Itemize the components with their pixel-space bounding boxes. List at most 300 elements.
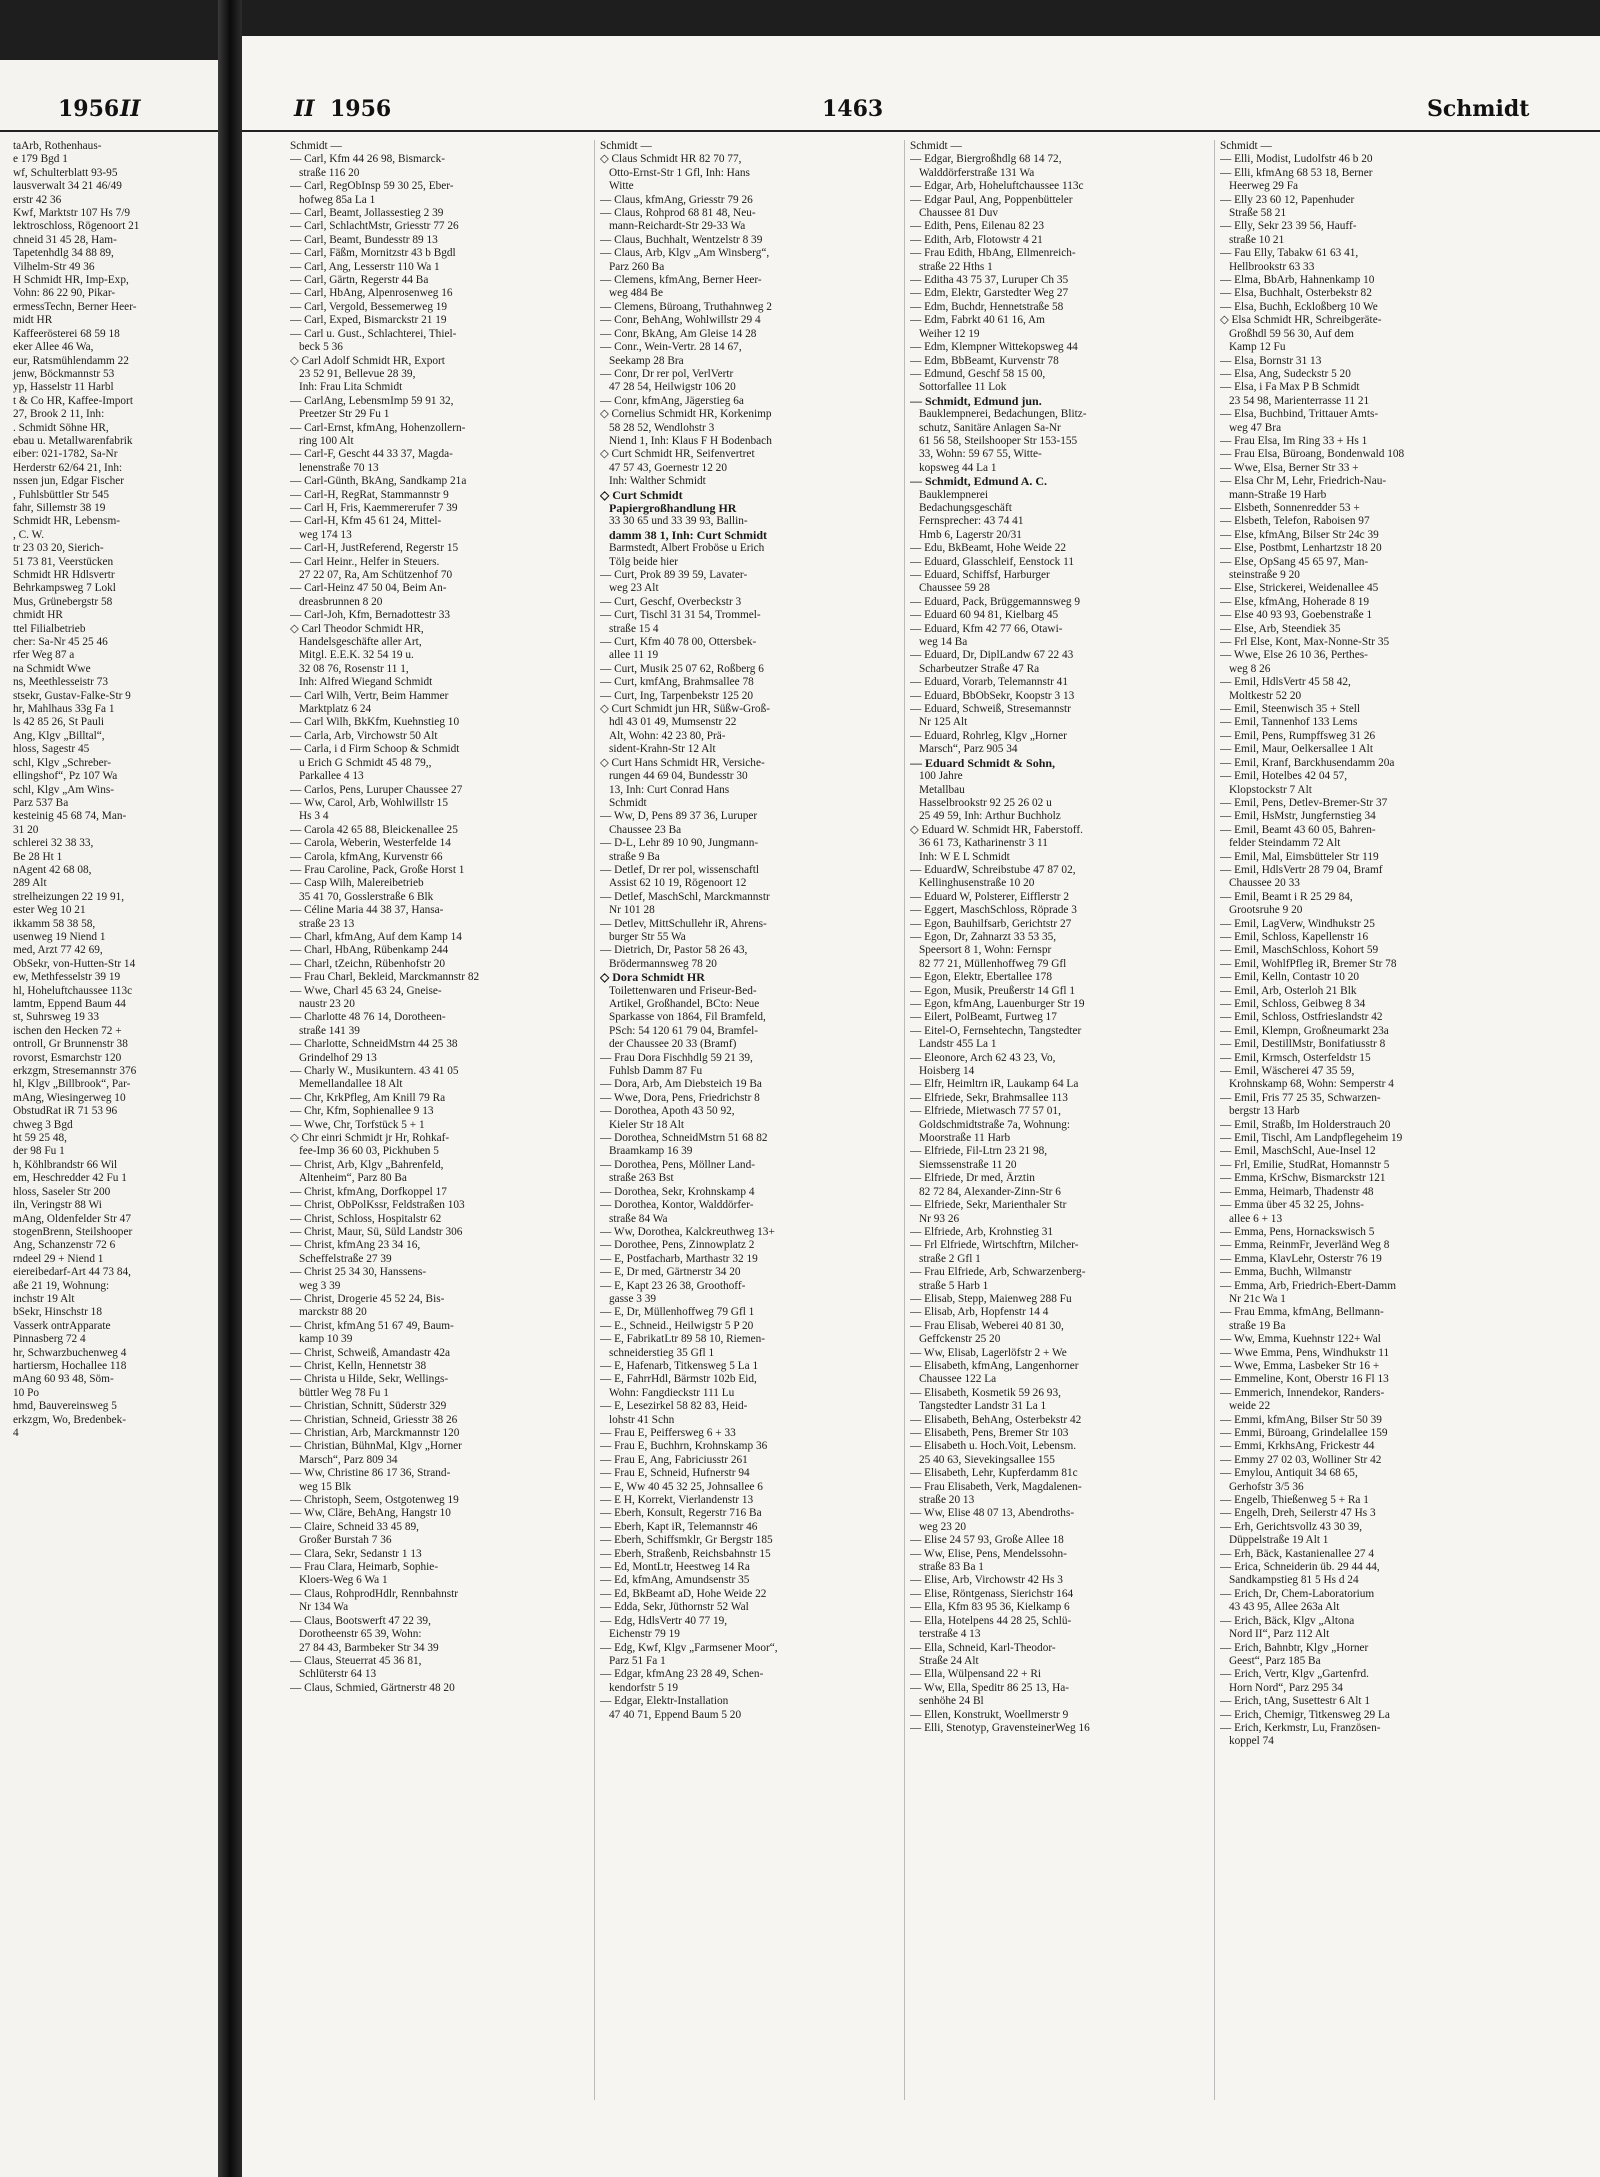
directory-entry-line: — Wwe, Else 26 10 36, Perthes- (1220, 649, 1368, 662)
directory-entry-line: — Carl Wilh, BkKfm, Kuehnstieg 10 (290, 716, 460, 729)
directory-column-3 (910, 140, 1208, 2130)
directory-entry-line: — Emma, Pens, Hornackswisch 5 (1220, 1225, 1375, 1238)
directory-entry-line: Vilhelm-Str 49 36 (13, 260, 95, 273)
directory-entry-line: — Dora, Arb, Am Diebsteich 19 Ba (600, 1078, 762, 1091)
directory-entry-line: Nr 93 26 (919, 1212, 960, 1225)
directory-entry-line: — Emil, Schloss, Ostfrieslandstr 42 (1220, 1011, 1383, 1024)
directory-entry-line: — Elsa, i Fa Max P B Schmidt (1220, 381, 1360, 394)
directory-entry-line: usenweg 19 Niend 1 (13, 930, 106, 943)
directory-entry-line: Eichenstr 79 19 (609, 1628, 680, 1641)
directory-entry-line: erkzgm, Stresemannstr 376 (13, 1065, 137, 1078)
directory-entry-line: — Elli, kfmAng 68 53 18, Berner (1220, 166, 1373, 179)
directory-entry-line: — Emma, ReinmFr, Jeverländ Weg 8 (1220, 1239, 1390, 1252)
directory-entry-line: — Conr, BkAng, Am Gleise 14 28 (600, 327, 757, 340)
directory-entry-line: Marktplatz 6 24 (299, 703, 372, 716)
directory-entry-line: — Emil, Tannenhof 133 Lems (1220, 716, 1358, 729)
directory-entry-line: Brödermannsweg 78 20 (609, 957, 717, 970)
directory-entry-line: Düppelstraße 19 Alt 1 (1229, 1534, 1329, 1547)
directory-entry-line: stsekr, Gustav-Falke-Str 9 (13, 689, 131, 702)
directory-entry-line: — Ella, Hotelpens 44 28 25, Schlü- (910, 1614, 1072, 1627)
directory-entry-line: Bedachungsgeschäft (919, 501, 1012, 514)
directory-entry-line: Pinnasberg 72 4 (13, 1333, 86, 1346)
directory-entry-line: naustr 23 20 (299, 998, 355, 1010)
directory-entry-line: — Christian, BühnMal, Klgv „Horner (290, 1440, 462, 1453)
directory-entry-line: 47 28 54, Heilwigstr 106 20 (609, 381, 736, 394)
directory-entry-line: — Erich, Chemigr, Titkensweg 29 La (1220, 1708, 1390, 1721)
directory-entry-line: — Ww, D, Pens 89 37 36, Luruper (600, 810, 758, 823)
directory-entry-line: — Egon, Musik, Preußerstr 14 Gfl 1 (910, 984, 1076, 997)
directory-entry-line: — E, FahrrHdl, Bärmstr 102b Eid, (600, 1373, 757, 1386)
directory-entry-line: — Elfr, Heimltrn iR, Laukamp 64 La (910, 1078, 1079, 1091)
directory-entry-line: — Curt, Tischl 31 31 54, Trommel- (600, 609, 761, 622)
directory-entry-line: — Ed, kfmAng, Amundsenstr 35 (600, 1574, 750, 1587)
directory-entry-line: — Eduard, Pack, Brüggemannsweg 9 (910, 595, 1081, 608)
directory-entry-line: Moltkestr 52 20 (1229, 689, 1302, 702)
directory-entry-line: — Emil, MaschSchloss, Kohort 59 (1220, 944, 1379, 957)
directory-entry-line: — Elsa, Ang, Sudeckstr 5 20 (1220, 367, 1351, 380)
directory-entry-line: Kaffeerösterei 68 59 18 (13, 327, 120, 340)
directory-entry-line: Heerweg 29 Fa (1229, 180, 1299, 193)
directory-entry-line: Grindelhof 29 13 (299, 1051, 377, 1064)
directory-entry-line: — Ella, Wülpensand 22 + Ri (910, 1668, 1042, 1681)
directory-entry-line: der 98 Fu 1 (13, 1145, 65, 1158)
directory-entry-line: — Emil, DestillMstr, Bonifatiusstr 8 (1220, 1038, 1386, 1051)
directory-entry-line: — Edm, Elektr, Garstedter Weg 27 (910, 287, 1069, 300)
directory-entry-line: Bauklempnerei (919, 488, 989, 501)
directory-entry-line: Nr 101 28 (609, 904, 655, 917)
directory-entry-line: aße 21 19, Wohnung: (13, 1279, 110, 1292)
directory-entry-line: — Claire, Schneid 33 45 89, (290, 1520, 419, 1533)
directory-entry-line: — Emil, Mal, Eimsbütteler Str 119 (1220, 850, 1379, 863)
directory-entry-line: lausverwalt 34 21 46/49 (13, 180, 122, 193)
directory-entry-line: ◇ Dora Schmidt HR (600, 971, 705, 985)
directory-entry-line: — Edith, Arb, Flotowstr 4 21 (910, 233, 1043, 246)
directory-entry-line: — Frau Edith, HbAng, Ellmenreich- (910, 247, 1076, 260)
directory-entry-line: weg 15 Blk (299, 1480, 352, 1493)
directory-entry-line: , Fuhlsbüttler Str 545 (13, 488, 110, 501)
directory-entry-line: bergstr 13 Harb (1229, 1105, 1300, 1118)
directory-entry-line: Scheffelstraße 27 39 (299, 1252, 392, 1265)
directory-entry-line: — Elly, Sekr 23 39 56, Hauff- (1220, 220, 1357, 233)
directory-entry-line: — Emil, Krmsch, Osterfeldstr 15 (1220, 1051, 1371, 1064)
directory-entry-line: — Emil, Pens, Detlev-Bremer-Str 37 (1220, 796, 1388, 809)
directory-entry-line: — Ella, Schneid, Karl-Theodor- (910, 1641, 1056, 1654)
directory-entry-line: — D-L, Lehr 89 10 90, Jungmann- (600, 837, 759, 850)
directory-entry-line: — Else, OpSang 45 65 97, Man- (1220, 555, 1369, 568)
directory-entry-line: — Elma, BbArb, Hahnenkamp 10 (1220, 274, 1375, 287)
directory-entry-line: hmd, Bauvereinsweg 5 (13, 1400, 117, 1413)
directory-entry-line: ischen den Hecken 72 + (13, 1024, 122, 1037)
directory-entry-line: — Eduard, Schweiß, Stresemannstr (910, 703, 1071, 716)
directory-entry-line: Tapetenhdlg 34 88 89, (13, 247, 114, 260)
directory-entry-line: koppel 74 (1229, 1735, 1274, 1748)
directory-entry-line: 36 61 73, Katharinenstr 3 11 (919, 837, 1048, 850)
directory-entry-line: Marsch“, Parz 809 34 (299, 1453, 398, 1466)
directory-entry-line: Klopstockstr 7 Alt (1229, 783, 1312, 796)
directory-entry-line: — Ww, Emma, Kuehnstr 122+ Wal (1220, 1333, 1381, 1346)
directory-entry-line: — Emmerich, Innendekor, Randers- (1220, 1386, 1385, 1399)
directory-entry-line: straße 263 Bst (609, 1172, 674, 1185)
directory-entry-line: Preetzer Str 29 Fu 1 (299, 408, 390, 421)
directory-entry-line: — Elisabeth, kfmAng, Langenhorner (910, 1359, 1079, 1372)
directory-entry-line: — Else, Arb, Steendiek 35 (1220, 622, 1341, 635)
directory-entry-line: Hasselbrookstr 92 25 26 02 u (919, 796, 1052, 809)
directory-entry-line: — Frau Emma, kfmAng, Bellmann- (1220, 1306, 1384, 1319)
directory-entry-line: — Emil, Fris 77 25 35, Schwarzen- (1220, 1091, 1381, 1104)
directory-entry-line: — Emil, Kranf, Barckhusendamm 20a (1220, 756, 1395, 769)
directory-entry-line: — Carola, kfmAng, Kurvenstr 66 (290, 850, 443, 863)
directory-entry-line: — Elly 23 60 12, Papenhuder (1220, 193, 1355, 206)
directory-column-4 (1220, 140, 1520, 2130)
directory-entry-line: e 179 Bgd 1 (13, 153, 68, 166)
directory-entry-line: Fuhlsb Damm 87 Fu (609, 1065, 703, 1078)
directory-entry-line: — Emil, Hotelbes 42 04 57, (1220, 770, 1348, 783)
directory-entry-line: — Christ, kfmAng, Dorfkoppel 17 (290, 1185, 447, 1198)
directory-entry-line: — Eberh, Straßenb, Reichsbahnstr 15 (600, 1547, 771, 1560)
directory-entry-line: — Charl, tZeichn, Rübenhofstr 20 (290, 957, 445, 970)
directory-entry-line: — Christian, Arb, Marckmannstr 120 (290, 1427, 460, 1439)
directory-entry-line: rungen 44 69 04, Bundesstr 30 (609, 770, 748, 783)
directory-entry-line: straße 19 Ba (1229, 1319, 1286, 1332)
directory-entry-line: — Casp Wilh, Malereibetrieb (290, 877, 424, 890)
directory-entry-line: stogenBrenn, Steilshooper (13, 1225, 133, 1238)
directory-entry-line: Siemssenstraße 11 20 (919, 1158, 1017, 1171)
directory-entry-line: — Elfriede, Fil-Ltrn 23 21 98, (910, 1145, 1048, 1158)
directory-entry-line: — Frau Elfriede, Arb, Schwarzenberg- (910, 1266, 1086, 1279)
directory-entry-line: Toilettenwaren und Friseur-Bed- (609, 984, 757, 997)
directory-entry-line: — Frau Elsa, Im Ring 33 + Hs 1 (1220, 434, 1368, 447)
directory-entry-line: straße 116 20 (299, 166, 360, 179)
previous-page-fragment (0, 60, 218, 2177)
directory-entry-line: — Curt, Ing, Tarpenbekstr 125 20 (600, 689, 754, 702)
page-number: 1463 (822, 96, 884, 122)
directory-entry-line: 13, Inh: Curt Conrad Hans (609, 783, 730, 796)
directory-entry-line: hartiersm, Hochallee 118 (13, 1359, 127, 1372)
directory-entry-line: weg 8 26 (1229, 662, 1271, 675)
directory-entry-line: — Dietrich, Dr, Pastor 58 26 43, (600, 944, 748, 957)
directory-entry-line: steinstraße 9 20 (1229, 569, 1300, 581)
directory-entry-line: weg 23 20 (919, 1520, 967, 1533)
directory-entry-line: Goldschmidtstraße 7a, Wohnung: (919, 1118, 1071, 1131)
directory-entry-line: rfer Weg 87 a (13, 649, 75, 662)
directory-entry-line: weg 3 39 (299, 1279, 341, 1292)
directory-entry-line: fee-Imp 36 60 03, Pickhuben 5 (299, 1145, 439, 1158)
directory-entry-line: — Emylou, Antiquit 34 68 65, (1220, 1467, 1358, 1480)
directory-entry-line: — Frl Elfriede, Wirtschftrn, Milcher- (910, 1239, 1079, 1252)
directory-entry-line: ◇ Carl Theodor Schmidt HR, (290, 622, 424, 635)
directory-entry-line: 82 72 84, Alexander-Zinn-Str 6 (919, 1185, 1061, 1198)
directory-entry-line: — Dorothea, Pens, Möllner Land- (600, 1158, 755, 1171)
directory-entry-line: 27 84 43, Barmbeker Str 34 39 (299, 1641, 439, 1654)
directory-entry-line: — Ww, Ella, Speditr 86 25 13, Ha- (910, 1681, 1070, 1694)
directory-entry-line: — Emmi, Büroang, Grindelallee 159 (1220, 1427, 1388, 1439)
directory-entry-line: — Christoph, Seem, Ostgotenweg 19 (290, 1494, 459, 1507)
directory-entry-line: straße 141 39 (299, 1024, 360, 1037)
directory-entry-line: ◇ Eduard W. Schmidt HR, Faberstoff. (910, 823, 1083, 836)
directory-entry-line: — Christ, Arb, Klgv „Bahrenfeld, (290, 1158, 444, 1171)
directory-entry-line: — Christ, kfmAng 51 67 49, Baum- (290, 1319, 454, 1332)
directory-entry-line: Krohnskamp 68, Wohn: Semperstr 4 (1229, 1078, 1394, 1091)
directory-entry-line: — Carl, Ang, Lesserstr 110 Wa 1 (290, 260, 440, 273)
directory-entry-line: ◇ Curt Schmidt jun HR, Süßw-Groß- (600, 703, 770, 716)
directory-entry-line: — Elise 24 57 93, Große Allee 18 (910, 1534, 1064, 1547)
directory-entry-line: Metallbau (919, 783, 965, 796)
directory-entry-line: — Edith, Pens, Eilenau 82 23 (910, 220, 1044, 233)
directory-entry-line: weide 22 (1229, 1400, 1271, 1413)
directory-entry-line: — Edda, Sekr, Jüthornstr 52 Wal (600, 1601, 749, 1614)
directory-entry-line: t & Co HR, Kaffee-Import (13, 394, 133, 407)
directory-entry-line: — Emil, Tischl, Am Landpflegeheim 19 (1220, 1132, 1403, 1145)
directory-entry-line: 47 57 43, Goernestr 12 20 (609, 461, 727, 474)
directory-entry-line: — Frau Elsa, Büroang, Bondenwald 108 (1220, 448, 1405, 461)
directory-entry-line: — Else, Strickerei, Weidenallee 45 (1220, 582, 1379, 595)
directory-entry-line: — Carl, Beamt, Bundesstr 89 13 (290, 233, 438, 246)
directory-entry-line: — E, Lesezirkel 58 82 83, Heid- (600, 1400, 748, 1413)
directory-entry-line: eur, Ratsmühlendamm 22 (13, 354, 129, 367)
directory-entry-line: — Conr, Dr rer pol, VerlVertr (600, 367, 734, 380)
directory-entry-line: — Edg, HdlsVertr 40 77 19, (600, 1614, 728, 1627)
directory-entry-line: ring 100 Alt (299, 434, 354, 447)
directory-entry-line: Schlüterstr 64 13 (299, 1668, 377, 1681)
directory-entry-line: ht 59 25 48, (13, 1132, 67, 1145)
directory-entry-line: — Eberh, Kapt iR, Telemannstr 46 (600, 1520, 758, 1533)
directory-entry-line: kendorfstr 5 19 (609, 1681, 679, 1694)
directory-entry-line: Inh: Walther Schmidt (609, 475, 706, 488)
directory-entry-line: — Elfriede, Sekr, Brahmsallee 113 (910, 1091, 1068, 1104)
directory-entry-line: u Erich G Schmidt 45 48 79,, (299, 756, 432, 769)
directory-entry-line: — Christ, Maur, Sü, Süld Landstr 306 (290, 1225, 463, 1238)
directory-entry-line: Nr 21c Wa 1 (1229, 1292, 1286, 1305)
directory-entry-line: — Else, Postbmt, Lenhartzstr 18 20 (1220, 542, 1382, 555)
directory-entry-line: — Eduard, Vorarb, Telemannstr 41 (910, 676, 1068, 689)
directory-entry-line: straße 2 Gfl 1 (919, 1252, 981, 1265)
directory-entry-line: schneiderstieg 35 Gfl 1 (609, 1346, 715, 1359)
directory-entry-line: — Ww, Elise, Pens, Mendelssohn- (910, 1547, 1067, 1560)
directory-entry-line: — Emil, Maur, Oelkersallee 1 Alt (1220, 743, 1373, 756)
directory-entry-line: — Emil, HsMstr, Jungfernstieg 34 (1220, 810, 1376, 823)
directory-entry-line: straße 23 13 (299, 917, 355, 930)
directory-entry-line: mAng, Oldenfelder Str 47 (13, 1212, 131, 1225)
directory-entry-line: rovorst, Esmarchstr 120 (13, 1051, 122, 1064)
directory-entry-line: — Erich, Bäck, Klgv „Altona (1220, 1614, 1355, 1627)
directory-entry-line: Weiher 12 19 (919, 327, 980, 340)
directory-entry-line: — Carl-Ernst, kfmAng, Hohenzollern- (290, 421, 466, 434)
directory-entry-line: — Eilert, PolBeamt, Furtweg 17 (910, 1011, 1057, 1024)
directory-entry-line: — Emil, Beamt i R 25 29 84, (1220, 890, 1353, 903)
directory-entry-line: — Charl, kfmAng, Auf dem Kamp 14 (290, 930, 462, 943)
directory-entry-line: — Carla, i d Firm Schoop & Schmidt (290, 743, 460, 756)
directory-entry-line: — Elli, Modist, Ludolfstr 46 b 20 (1220, 153, 1373, 166)
directory-entry-line: — EduardW, Schreibstube 47 87 02, (910, 863, 1076, 876)
directory-entry-line: Hoisberg 14 (919, 1065, 975, 1078)
directory-entry-line: — Christ, kfmAng 23 34 16, (290, 1239, 421, 1252)
directory-entry-line: — Christian, Schnitt, Süderstr 329 (290, 1400, 447, 1413)
directory-entry-line: Schmidt HR, Lebensm- (13, 515, 120, 528)
directory-entry-line: — Edgar Paul, Ang, Poppenbütteler (910, 193, 1073, 206)
directory-entry-line: — Eggert, MaschSchloss, Röprade 3 (910, 904, 1077, 917)
directory-entry-line: Kloers-Weg 6 Wa 1 (299, 1574, 388, 1587)
directory-entry-line: — Emmeline, Kont, Oberstr 16 Fl 13 (1220, 1373, 1389, 1386)
directory-entry-line: tr 23 03 20, Sierich- (13, 542, 104, 555)
directory-entry-line: ◇ Curt Schmidt HR, Seifenvertret (600, 448, 755, 461)
directory-entry-line: Geffckenstr 25 20 (919, 1333, 1001, 1346)
directory-entry-line: Alt, Wohn: 42 23 80, Prä- (609, 729, 726, 742)
directory-entry-line: — Curt, Kfm 40 78 00, Ottersbek- (600, 636, 757, 649)
directory-entry-line: — Charl, HbAng, Rübenkamp 244 (290, 944, 449, 957)
directory-entry-line: Walddörferstraße 131 Wa (919, 166, 1035, 179)
directory-entry-line: — E, Kapt 23 26 38, Groothoff- (600, 1279, 746, 1292)
running-head: Schmidt (1427, 96, 1530, 122)
directory-entry-line: — Elisabeth, Pens, Bremer Str 103 (910, 1427, 1069, 1439)
directory-entry-line: — Carl-Heinz 47 50 04, Beim An- (290, 582, 447, 595)
directory-entry-line: terstraße 4 13 (919, 1628, 981, 1641)
directory-entry-line: Seekamp 28 Bra (609, 354, 684, 367)
directory-entry-line: Braamkamp 16 39 (609, 1145, 693, 1158)
directory-entry-line: sident-Krahn-Str 12 Alt (609, 743, 716, 756)
directory-entry-line: — Christ, Kelln, Hennetstr 38 (290, 1359, 427, 1372)
directory-entry-line: Chaussee 81 Duv (919, 207, 999, 220)
directory-entry-line: — Carl Wilh, Vertr, Beim Hammer (290, 689, 449, 702)
directory-entry-line: 25 40 63, Sievekingsallee 155 (919, 1453, 1055, 1466)
directory-entry-line: Chaussee 59 28 (919, 582, 990, 595)
directory-entry-line: Ang, Schanzenstr 72 6 (13, 1239, 116, 1252)
directory-entry-line: Hs 3 4 (299, 810, 329, 823)
directory-entry-line: Otto-Ernst-Str 1 Gfl, Inh: Hans (609, 166, 750, 179)
directory-entry-line: — Frau Elisabeth, Verk, Magdalenen- (910, 1480, 1082, 1493)
directory-entry-line: — Charly W., Musikuntern. 43 41 05 (290, 1065, 459, 1078)
directory-entry-line: fahr, Sillemstr 38 19 (13, 501, 106, 514)
directory-entry-line: — Claus, Arb, Klgv „Am Winsberg“, (600, 247, 770, 260)
directory-entry-line: — Christa u Hilde, Sekr, Wellings- (290, 1373, 449, 1386)
directory-entry-line: — Frau E, Peiffersweg 6 + 33 (600, 1427, 736, 1439)
directory-entry-line: — Engelh, Dreh, Seilerstr 47 Hs 3 (1220, 1507, 1376, 1520)
directory-entry-line: — Erich, Vertr, Klgv „Gartenfrd. (1220, 1668, 1369, 1681)
directory-entry-line: Behrkampsweg 7 Lokl (13, 582, 116, 595)
directory-entry-line: — Erich, tAng, Susettestr 6 Alt 1 (1220, 1695, 1370, 1708)
directory-entry-line: ester Weg 10 21 (13, 904, 86, 917)
directory-entry-line: — Emil, LagVerw, Windhukstr 25 (1220, 917, 1375, 930)
directory-entry-line: ◇ Cornelius Schmidt HR, Korkenimp (600, 408, 772, 421)
directory-entry-line: — Frau Caroline, Pack, Große Horst 1 (290, 863, 465, 876)
directory-entry-line: — Edm, Buchdr, Hennetstraße 58 (910, 300, 1064, 313)
directory-entry-line: chweg 3 Bgd (13, 1118, 73, 1131)
directory-entry-line: iln, Veringstr 88 Wi (13, 1199, 102, 1212)
directory-entry-line: — Carl, HbAng, Alpenrosenweg 16 (290, 287, 453, 300)
directory-entry-line: hr, Schwarzbuchenweg 4 (13, 1346, 127, 1359)
directory-entry-line: — Carl-H, RegRat, Stammannstr 9 (290, 488, 449, 501)
directory-entry-line: damm 38 1, Inh: Curt Schmidt (609, 528, 768, 542)
directory-entry-line: hr, Mahlhaus 33g Fa 1 (13, 703, 115, 716)
directory-entry-line: ns, Meethlesseistr 73 (13, 676, 109, 689)
directory-entry-line: Mus, Grünebergstr 58 (13, 595, 113, 608)
directory-entry-line: Schmidt — (910, 140, 962, 152)
directory-entry-line: taArb, Rothenhaus- (13, 140, 102, 152)
directory-entry-line: Wohn: Fangdieckstr 111 Lu (609, 1386, 735, 1399)
directory-entry-line: — Ww, Elisab, Lagerlöfstr 2 + We (910, 1346, 1067, 1359)
directory-entry-line: — Emmi, kfmAng, Bilser Str 50 39 (1220, 1413, 1382, 1426)
directory-entry-line: straße 5 Harb 1 (919, 1279, 989, 1292)
directory-entry-line: — Carlos, Pens, Luruper Chaussee 27 (290, 783, 463, 796)
directory-entry-line: — Emma, Arb, Friedrich-Ebert-Damm (1220, 1279, 1396, 1292)
directory-entry-line: — Carl, RegObInsp 59 30 25, Eber- (290, 180, 454, 193)
directory-entry-line: Gerhofstr 3/5 36 (1229, 1480, 1304, 1493)
directory-entry-line: — Elise, Arb, Virchowstr 42 Hs 3 (910, 1574, 1063, 1587)
directory-entry-line: — Dorothea, Kontor, Walddörfer- (600, 1199, 754, 1212)
directory-entry-line: mann-Straße 19 Harb (1229, 488, 1327, 501)
directory-entry-line: beck 5 36 (299, 341, 343, 354)
directory-entry-line: Großer Burstah 7 36 (299, 1534, 392, 1547)
directory-entry-line: lamtm, Eppend Baum 44 (13, 998, 126, 1010)
directory-entry-line: Grootsruhe 9 20 (1229, 904, 1303, 917)
directory-entry-line: — Emil, WohlfPfleg iR, Bremer Str 78 (1220, 957, 1397, 970)
directory-entry-line: straße 15 4 (609, 622, 659, 635)
directory-entry-line: hl, Hoheluftchaussee 113c (13, 984, 133, 997)
column-rule (594, 140, 595, 2100)
directory-entry-line: — Carl-F, Gescht 44 33 37, Magda- (290, 448, 453, 461)
directory-entry-line: weg 14 Ba (919, 636, 968, 649)
directory-entry-line: — E H, Korrekt, Vierlandenstr 13 (600, 1494, 754, 1507)
directory-entry-line: ◇ Carl Adolf Schmidt HR, Export (290, 354, 445, 367)
directory-entry-line: weg 484 Be (609, 287, 663, 300)
directory-entry-line: Parz 537 Ba (13, 796, 69, 809)
directory-entry-line: — Dorothea, Sekr, Krohnskamp 4 (600, 1185, 755, 1198)
directory-entry-line: st, Suhrsweg 19 33 (13, 1011, 99, 1024)
directory-entry-line: hofweg 85a La 1 (299, 193, 376, 206)
header-volume: II (294, 96, 315, 122)
directory-entry-line: allee 6 + 13 (1229, 1212, 1283, 1225)
directory-entry-line: — Elisab, Arb, Hopfenstr 14 4 (910, 1306, 1049, 1319)
directory-entry-line: — Emil, Steenwisch 35 + Stell (1220, 703, 1361, 716)
directory-entry-line: — Frau Elisab, Weberei 40 81 30, (910, 1319, 1064, 1332)
directory-entry-line: 32 08 76, Rosenstr 11 1, (299, 662, 409, 675)
directory-entry-line: — Frl, Emilie, StudRat, Homannstr 5 (1220, 1158, 1390, 1171)
directory-entry-line: — Claus, Rohprod 68 81 48, Neu- (600, 207, 756, 220)
directory-entry-line: — Charlotte, SchneidMstrn 44 25 38 (290, 1038, 458, 1051)
directory-entry-line: 35 41 70, Gosslerstraße 6 Blk (299, 890, 434, 903)
directory-entry-line: — Elsa, Buchbind, Trittauer Amts- (1220, 408, 1379, 421)
directory-entry-line: — Emil, Kelln, Contastr 10 20 (1220, 971, 1360, 984)
directory-entry-line: Witte (609, 180, 634, 193)
directory-entry-line: — Eduard Schmidt & Sohn, (910, 756, 1056, 770)
directory-entry-line: der Chaussee 20 33 (Bramf) (609, 1038, 737, 1051)
directory-entry-line: — Carl-H, JustReferend, Regerstr 15 (290, 542, 459, 555)
directory-entry-line: hloss, Saseler Str 200 (13, 1185, 111, 1198)
directory-entry-line: — Ww, Carol, Arb, Wohlwillstr 15 (290, 796, 448, 809)
directory-entry-line: — Carl-Joh, Kfm, Bernadottestr 33 (290, 609, 451, 622)
directory-entry-line: 33 30 65 und 33 39 93, Ballin- (609, 515, 748, 528)
directory-entry-line: Assist 62 10 19, Rögenoort 12 (609, 877, 747, 890)
directory-entry-line: schutz, Sanitäre Anlagen Sa-Nr (919, 421, 1061, 434)
directory-entry-line: ObSekr, von-Hutten-Str 14 (13, 957, 136, 970)
directory-entry-line: — Emil, Straßb, Im Holderstrauch 20 (1220, 1118, 1391, 1131)
directory-entry-line: schl, Klgv „Schreber- (13, 756, 111, 769)
directory-entry-line: — Emil, Schloss, Kapellenstr 16 (1220, 930, 1369, 943)
directory-entry-line: Schmidt HR Hdlsvertr (13, 569, 115, 581)
directory-entry-line: — Carl Heinr., Helfer in Steuers. (290, 555, 440, 568)
directory-entry-line: — Frau Dora Fischhdlg 59 21 39, (600, 1051, 753, 1064)
directory-entry-line: kesteinig 45 68 74, Man- (13, 810, 127, 823)
directory-entry-line: hloss, Sagestr 45 (13, 743, 90, 756)
directory-entry-line: hl, Klgv „Billbrook“, Par- (13, 1078, 131, 1091)
directory-entry-line: — Edm, Klempner Wittekopsweg 44 (910, 341, 1078, 354)
directory-entry-line: dreasbrunnen 8 20 (299, 595, 383, 608)
directory-entry-line: — E, Ww 40 45 32 25, Johnsallee 6 (600, 1480, 763, 1493)
directory-entry-line: — Dorothee, Pens, Zinnowplatz 2 (600, 1239, 755, 1252)
directory-entry-line: 4 (13, 1427, 19, 1439)
directory-entry-line: — Curt, Prok 89 39 59, Lavater- (600, 569, 748, 581)
directory-entry-line: Be 28 Ht 1 (13, 850, 63, 863)
directory-entry-line: Memellandallee 18 Alt (299, 1078, 403, 1091)
